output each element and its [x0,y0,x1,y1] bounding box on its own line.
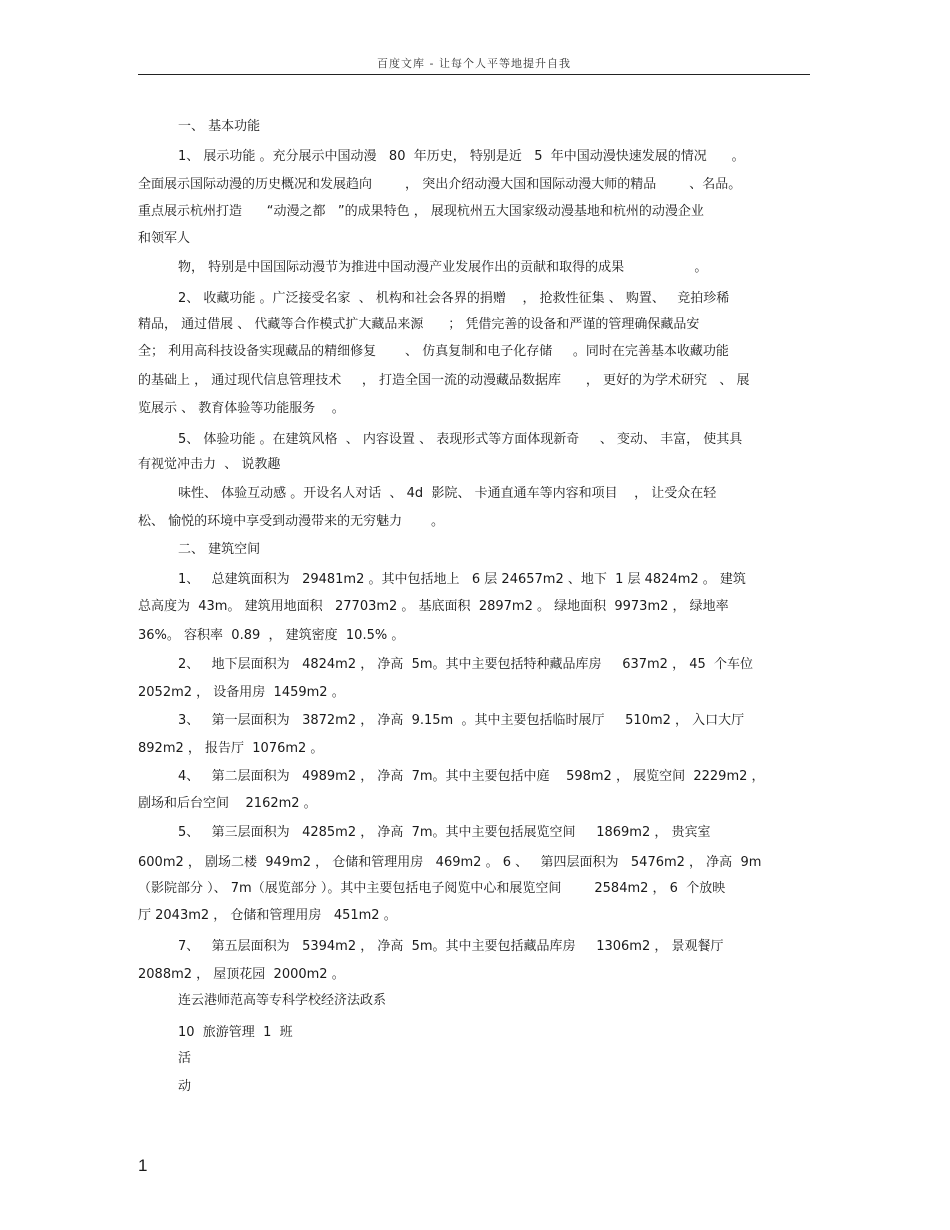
paragraph-line: 2088m2 ， 屋顶花园 2000m2 。 [138,967,345,982]
header-divider [138,74,810,75]
paragraph-line: 全面展示国际动漫的历史概况和发展趋向 ， 突出介绍动漫大国和国际动漫大师的精品 、名品。 [138,177,742,192]
paragraph-line: 精品， 通过借展 、 代藏等合作模式扩大藏品来源 ； 凭借完善的设备和严谨的管理确保藏品安 [138,317,700,332]
paragraph-line: 全； 利用高科技设备实现藏品的精细修复 、 仿真复制和电子化存储 。同时在完善基本收藏功能 [138,344,729,359]
page-number: 1 [138,1156,148,1175]
section-heading: 二、 建筑空间 [178,542,261,557]
paragraph-line: 有视觉冲击力 、 说教趣 [138,457,281,472]
footer-school-line: 连云港师范高等专科学校经济法政系 [178,993,387,1008]
footer-class-line: 10 旅游管理 1 班 [178,1025,293,1040]
paragraph-line: 剧场和后台空间 2162m2 。 [138,796,317,811]
footer-text-line: 动 [178,1079,192,1094]
paragraph-line: 5、 体验功能 。在建筑风格 、 内容设置 、 表现形式等方面体现新奇 、 变动、 丰富， 使其具 [178,432,743,447]
paragraph-line: 厅 2043m2 ， 仓储和管理用房 451m2 。 [138,908,397,923]
paragraph-line: （影院部分 ）、 7m（展览部分 ）。其中主要包括电子阅览中心和展览空间 2584m2 ， 6 个放映 [138,881,726,896]
paragraph-line: 的基础上 ， 通过现代信息管理技术 ， 打造全国一流的动漫藏品数据库 ， 更好的为学术研究 、 展 [138,373,750,388]
paragraph-line: 1、 展示功能 。充分展示中国动漫 80 年历史， 特别是近 5 年中国动漫快速发展的情况 。 [178,149,745,164]
paragraph-line: 物， 特别是中国国际动漫节为推进中国动漫产业发展作出的贡献和取得的成果 。 [178,260,708,275]
paragraph-line: 2、 收藏功能 。广泛接受名家 、 机构和社会各界的捐赠 ， 抢救性征集 、 购置、 竞拍珍稀 [178,291,730,306]
paragraph-line: 重点展示杭州打造 “动漫之都 ”的成果特色 ， 展现杭州五大国家级动漫基地和杭州的动漫企业 [138,204,704,219]
paragraph-line: 2052m2 ， 设备用房 1459m2 。 [138,685,345,700]
paragraph-line: 892m2 ， 报告厅 1076m2 。 [138,741,324,756]
paragraph-line: 5、 第三层面积为 4285m2 ， 净高 7m。其中主要包括展览空间 1869m2 ， 贵宾室 [178,825,711,840]
paragraph-line: 2、 地下层面积为 4824m2 ， 净高 5m。其中主要包括特种藏品库房 637m2 ， 45 个车位 [178,657,754,672]
footer-text-line: 活 [178,1051,192,1066]
paragraph-line: 36%。 容积率 0.89 ， 建筑密度 10.5% 。 [138,628,405,643]
paragraph-line: 3、 第一层面积为 3872m2 ， 净高 9.15m 。其中主要包括临时展厅 510m2 ， 入口大厅 [178,713,745,728]
paragraph-line: 1、 总建筑面积为 29481m2 。其中包括地上 6 层 24657m2 、地下 1 层 4824m2 。 建筑 [178,572,746,587]
paragraph-line: 松、 愉悦的环境中享受到动漫带来的无穷魅力 。 [138,514,445,529]
paragraph-line: 和领军人 [138,231,191,246]
paragraph-line: 览展示 、 教育体验等功能服务 。 [138,401,345,416]
paragraph-line: 总高度为 43m。 建筑用地面积 27703m2 。 基底面积 2897m2 。 绿地面积 9973m2 ， 绿地率 [138,599,729,614]
paragraph-line: 600m2 ， 剧场二楼 949m2 ， 仓储和管理用房 469m2 。 6 、 第四层面积为 5476m2 ， 净高 9m [138,855,762,870]
paragraph-line: 味性、 体验互动感 。开设名人对话 、 4d 影院、 卡通直通车等内容和项目 ， 让受众在轻 [178,486,717,501]
page-header: 百度文库 - 让每个人平等地提升自我 [377,57,571,70]
paragraph-line: 7、 第五层面积为 5394m2 ， 净高 5m。其中主要包括藏品库房 1306m2 ， 景观餐厅 [178,939,724,954]
paragraph-line: 4、 第二层面积为 4989m2 ， 净高 7m。其中主要包括中庭 598m2 ， 展览空间 2229m2 ， [178,769,765,784]
section-heading: 一、 基本功能 [178,119,261,134]
